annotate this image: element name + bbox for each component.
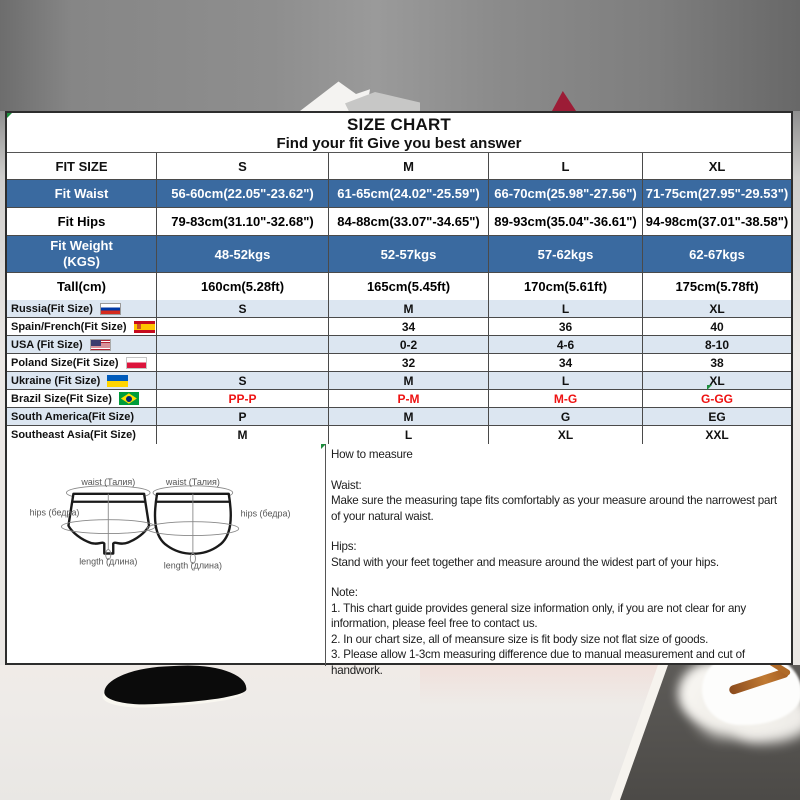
country-row-southeast-asia-fit-size- [7,426,791,444]
spec-value-cell: 48-52kgs [157,236,329,272]
country-label-cell [7,408,157,425]
header-col-xl: XL [708,158,726,174]
country-value-cell: L [489,300,643,317]
note-1: 1. This chart guide provides general size information only, if you are not clear for any information, please feel free to contact us. [331,601,747,630]
ukraine-flag-icon [107,375,128,387]
country-value-cell: M-G [489,390,643,407]
country-row-ukraine-fit-size- [7,372,791,390]
header-col-l: L [489,153,643,179]
spec-value-cell: 170cm(5.61ft) [489,273,643,300]
header-col-s: S [157,153,329,179]
green-corner-mark [7,113,12,118]
label-hips-right: hips (бедра) [240,508,291,519]
chart-title-block [7,113,791,153]
country-value-cell: 8-10 [704,337,730,352]
country-value-cell: L [489,372,643,389]
country-label: Spain/French(Fit Size) [11,320,127,333]
page-subtitle: Find your fit Give you best answer [276,135,522,152]
country-value-cell: M [329,300,489,317]
country-label: Poland Size(Fit Size) [11,356,119,369]
country-value-cell: M [157,426,329,444]
country-label-cell [7,372,157,389]
russia-flag-icon [100,303,121,315]
size-table-header-row [7,153,791,180]
country-row-poland-size-fit-size- [7,354,791,372]
label-waist-right: waist (Талия) [165,476,220,487]
spec-rows [7,180,791,300]
spec-value-cell: 94-98cm(37.01"-38.58") [645,214,789,229]
country-value-cell: 0-2 [329,336,489,353]
country-value-cell: XL [709,373,725,388]
country-value-cell: 34 [489,354,643,371]
header-col-m: M [329,153,489,179]
size-chart-panel [5,111,793,677]
panties-diagram-svg [7,444,326,666]
country-row-brazil-size-fit-size- [7,390,791,408]
poland-flag-icon [126,357,147,369]
country-label-cell [7,300,157,317]
country-label: Brazil Size(Fit Size) [11,392,112,405]
label-length-right: length (длина) [163,560,222,571]
country-label: Ukraine (Fit Size) [11,374,101,387]
spec-value-cell: 62-67kgs [689,246,745,262]
hips-title: Hips: [331,540,357,553]
country-value-cell [157,354,329,371]
country-value-cell: XXL [705,428,729,442]
spec-value-cell: 165cm(5.45ft) [329,273,489,300]
spec-value-cell: 71-75cm(27.95"-29.53") [645,186,789,201]
country-value-cell [157,318,329,335]
hips-text: Stand with your feet together and measure around the widest part of your hips. [331,555,719,569]
note-3: 3. Please allow 1-3cm measuring difference due to manual measurement and cut of handwork. [331,648,745,677]
spec-label-cell: Fit Hips [7,208,157,235]
howto-heading: How to measure [331,448,413,461]
country-row-russia-fit-size- [7,300,791,318]
spec-value-cell: 56-60cm(22.05"-23.62") [157,180,329,207]
note-2: 2. In our chart size, all of meansure size is fit body size not flat size of goods. [331,632,709,646]
spec-value-cell: 57-62kgs [489,236,643,272]
country-value-cell: G [489,408,643,425]
country-label-cell [7,318,157,335]
red-fabric-corner [552,91,576,111]
country-value-cell [157,336,329,353]
country-value-cell: 4-6 [489,336,643,353]
spec-value-cell: 79-83cm(31.10"-32.68") [157,208,329,235]
country-value-cell: 32 [329,354,489,371]
photo-bottom-background [0,665,800,800]
spec-value-cell: 160cm(5.28ft) [157,273,329,300]
country-label-cell [7,336,157,353]
lower-section [7,444,791,677]
spec-value-cell: 61-65cm(24.02"-25.59") [329,180,489,207]
black-fabric-shape [103,662,247,706]
label-length-left: length (длина) [79,556,138,567]
spec-value-cell: 175cm(5.78ft) [675,279,759,294]
spec-value-cell: 66-70cm(25.98"-27.56") [489,180,643,207]
country-label-cell [7,426,157,444]
country-value-cell: P [157,408,329,425]
spec-value-cell: 89-93cm(35.04"-36.61") [489,208,643,235]
waist-title: Waist: [331,478,362,492]
measure-diagram [7,444,326,666]
size-row-fit-weight [7,236,791,273]
spec-value-cell: 52-57kgs [329,236,489,272]
spec-label-cell: Fit Waist [7,180,157,207]
country-rows [7,300,791,444]
country-value-cell: 38 [710,355,724,370]
green-corner-mark [321,444,326,449]
country-row-usa-fit-size- [7,336,791,354]
country-row-spain-french-fit-size- [7,318,791,336]
spec-value-cell: 84-88cm(33.07"-34.65") [329,208,489,235]
country-label: South America(Fit Size) [11,410,135,423]
country-value-cell: 40 [710,319,724,334]
photo-top-background [0,0,800,111]
size-row-tall-cm- [7,273,791,300]
usa-flag-icon [90,339,111,351]
country-value-cell: G-GG [701,391,733,406]
country-label: USA (Fit Size) [11,338,83,351]
country-value-cell: 34 [329,318,489,335]
spec-label-cell: Fit Weight (KGS) [7,236,157,272]
spec-label-cell: Tall(cm) [7,273,157,300]
page-title: SIZE CHART [347,115,451,134]
country-value-cell: M [329,372,489,389]
label-waist-left: waist (Талия) [81,476,136,487]
size-row-fit-waist [7,180,791,208]
size-row-fit-hips [7,208,791,236]
country-value-cell: P-M [329,390,489,407]
country-value-cell: EG [708,409,726,424]
country-label: Russia(Fit Size) [11,302,93,315]
spain-flag-icon [134,321,155,333]
label-hips-left: hips (бедра) [29,507,80,518]
country-value-cell: 36 [489,318,643,335]
brazil-flag-icon [119,392,139,405]
waist-text: Make sure the measuring tape fits comfortably as your measure around the narrowest part of your natural waist. [331,494,777,523]
note-title: Note: [331,586,358,599]
country-value-cell: XL [709,301,725,316]
country-value-cell: L [329,426,489,444]
country-value-cell: S [157,372,329,389]
country-value-cell: XL [489,426,643,444]
country-label-cell [7,390,157,407]
country-value-cell: PP-P [157,390,329,407]
country-value-cell: M [329,408,489,425]
country-value-cell: S [157,300,329,317]
header-fit-size: FIT SIZE [7,153,157,179]
country-row-south-america-fit-size- [7,408,791,426]
how-to-measure [326,444,791,677]
country-label: Southeast Asia(Fit Size) [11,429,136,441]
green-corner-mark [707,385,712,390]
country-label-cell [7,354,157,371]
